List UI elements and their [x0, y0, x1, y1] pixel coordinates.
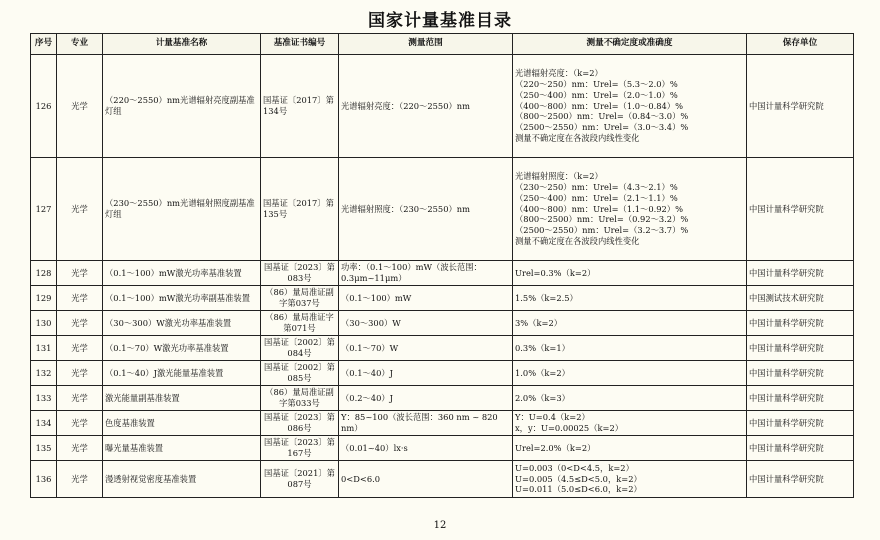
cell-no: 133 — [31, 386, 57, 411]
cell-cert: 国基证〔2023〕第086号 — [261, 411, 339, 436]
cell-no: 135 — [31, 436, 57, 461]
page-title: 国家计量基准目录 — [368, 11, 512, 31]
uncertainty-line: （800～2500）nm：Urel=（0.84～3.0）% — [515, 111, 689, 122]
table-row — [31, 436, 854, 461]
uncertainty-line: U=0.005（4.5≤D<5.0，k=2） — [515, 473, 642, 484]
uncertainty-line: U=0.011（5.0≤D<6.0，k=2） — [515, 484, 642, 495]
uncertainty-line: Y：U=0.4（k=2） — [515, 412, 590, 423]
uncertainty-line: 光谱辐射亮度：（k=2） — [515, 68, 603, 79]
uncertainty-line: 0.3%（k=1） — [515, 342, 570, 353]
cell-uncertainty — [513, 436, 747, 461]
cell-name: （30～300）W激光功率基准装置 — [103, 311, 261, 336]
cell-cert: （86）量局准证副字第033号 — [261, 386, 339, 411]
cell-name: （230～2550）nm光谱辐射照度副基准灯组 — [103, 158, 261, 261]
cell-range: 光谱辐射照度：（230～2550）nm — [339, 158, 513, 261]
cell-uncertainty — [513, 386, 747, 411]
cell-no: 136 — [31, 461, 57, 498]
cell-field: 光学 — [57, 55, 103, 158]
uncertainty-line: 1.5%（k=2.5） — [515, 292, 578, 303]
cell-uncertainty — [513, 311, 747, 336]
cell-range: （0.1～100）mW — [339, 286, 513, 311]
uncertainty-line: U=0.003（0<D<4.5，k=2） — [515, 462, 634, 473]
header-name: 计量基准名称 — [103, 34, 261, 55]
cell-name: 色度基准装置 — [103, 411, 261, 436]
cell-org: 中国测试技术研究院 — [747, 286, 854, 311]
cell-range: （0.2～40）J — [339, 386, 513, 411]
cell-org: 中国计量科学研究院 — [747, 311, 854, 336]
cell-cert: 国基证〔2017〕第135号 — [261, 158, 339, 261]
header-field: 专业 — [57, 34, 103, 55]
cell-cert: （86）量局准证字第071号 — [261, 311, 339, 336]
uncertainty-line: 3%（k=2） — [515, 317, 563, 328]
cell-field: 光学 — [57, 158, 103, 261]
cell-no: 131 — [31, 336, 57, 361]
uncertainty-line: （250～400）nm：Urel=（2.0～1.0）% — [515, 89, 678, 100]
table-row — [31, 361, 854, 386]
cell-range: 光谱辐射亮度：（220～2550）nm — [339, 55, 513, 158]
table-row — [31, 286, 854, 311]
uncertainty-line: （250～400）nm：Urel=（2.1～1.1）% — [515, 192, 678, 203]
uncertainty-line: 光谱辐射照度：（k=2） — [515, 171, 603, 182]
header-org: 保存单位 — [747, 34, 854, 55]
uncertainty-line: （400～800）nm：Urel=（1.0～0.84）% — [515, 100, 683, 111]
table-row — [31, 336, 854, 361]
cell-cert: 国基证〔2023〕第083号 — [261, 261, 339, 286]
table-row — [31, 461, 854, 498]
cell-org: 中国计量科学研究院 — [747, 336, 854, 361]
cell-name: （0.1～70）W激光功率基准装置 — [103, 336, 261, 361]
uncertainty-line: （230～250）nm：Urel=（4.3～2.1）% — [515, 182, 678, 193]
cell-org: 中国计量科学研究院 — [747, 461, 854, 498]
cell-name: （220～2550）nm光谱辐射亮度副基准灯组 — [103, 55, 261, 158]
uncertainty-line: （2500～2550）nm：Urel=（3.2～3.7）% — [515, 225, 689, 236]
table-row — [31, 261, 854, 286]
cell-org: 中国计量科学研究院 — [747, 158, 854, 261]
cell-range: （0.1～40）J — [339, 361, 513, 386]
cell-field: 光学 — [57, 361, 103, 386]
uncertainty-line: 测量不确定度在各波段内线性变化 — [515, 132, 640, 143]
cell-no: 132 — [31, 361, 57, 386]
cell-uncertainty — [513, 286, 747, 311]
uncertainty-line: x，y：U=0.00025（k=2） — [515, 423, 624, 433]
table-row — [31, 55, 854, 158]
header-range: 测量范围 — [339, 34, 513, 55]
uncertainty-line: （400～800）nm：Urel=（1.1～0.92）% — [515, 203, 683, 214]
cell-cert: 国基证〔2002〕第085号 — [261, 361, 339, 386]
page-number: 12 — [433, 520, 447, 531]
standards-table — [30, 33, 854, 498]
uncertainty-line: 2.0%（k=3） — [515, 392, 570, 403]
cell-range: （0.01~40）lx·s — [339, 436, 513, 461]
cell-name: 曝光量基准装置 — [103, 436, 261, 461]
cell-uncertainty — [513, 461, 747, 498]
cell-org: 中国计量科学研究院 — [747, 361, 854, 386]
table-row — [31, 386, 854, 411]
uncertainty-line: 测量不确定度在各波段内线性变化 — [515, 235, 640, 246]
cell-field: 光学 — [57, 311, 103, 336]
cell-name: 激光能量副基准装置 — [103, 386, 261, 411]
cell-org: 中国计量科学研究院 — [747, 261, 854, 286]
cell-uncertainty — [513, 55, 747, 158]
cell-org: 中国计量科学研究院 — [747, 411, 854, 436]
cell-name: （0.1～100）mW激光功率基准装置 — [103, 261, 261, 286]
cell-no: 127 — [31, 158, 57, 261]
cell-field: 光学 — [57, 336, 103, 361]
cell-field: 光学 — [57, 461, 103, 498]
cell-uncertainty — [513, 361, 747, 386]
cell-cert: 国基证〔2021〕第087号 — [261, 461, 339, 498]
uncertainty-line: Urel=0.3%（k=2） — [515, 267, 596, 278]
cell-range: 0<D<6.0 — [339, 461, 513, 498]
cell-cert: 国基证〔2023〕第167号 — [261, 436, 339, 461]
cell-field: 光学 — [57, 436, 103, 461]
cell-range: Y：85~100（波长范围：360 nm ~ 820 nm） — [339, 411, 513, 436]
cell-no: 130 — [31, 311, 57, 336]
cell-org: 中国计量科学研究院 — [747, 386, 854, 411]
cell-name: 漫透射视觉密度基准装置 — [103, 461, 261, 498]
uncertainty-line: （220～250）nm：Urel=（5.3～2.0）% — [515, 79, 678, 90]
table-header-row — [31, 34, 854, 55]
cell-cert: 国基证〔2017〕第134号 — [261, 55, 339, 158]
cell-cert: 国基证〔2002〕第084号 — [261, 336, 339, 361]
uncertainty-line: （800～2500）nm：Urel=（0.92～3.2）% — [515, 214, 689, 225]
table-row — [31, 311, 854, 336]
header-cert: 基准证书编号 — [261, 34, 339, 55]
uncertainty-line: Urel=2.0%（k=2） — [515, 442, 596, 453]
table-row — [31, 158, 854, 261]
uncertainty-line: 1.0%（k=2） — [515, 367, 570, 378]
cell-no: 134 — [31, 411, 57, 436]
header-no: 序号 — [31, 34, 57, 55]
cell-range: （30～300）W — [339, 311, 513, 336]
uncertainty-line: （2500～2550）nm：Urel=（3.0～3.4）% — [515, 122, 689, 133]
cell-uncertainty — [513, 336, 747, 361]
cell-uncertainty — [513, 411, 747, 436]
header-uncertainty: 测量不确定度或准确度 — [513, 34, 747, 55]
cell-name: （0.1～40）J激光能量基准装置 — [103, 361, 261, 386]
cell-range: 功率：（0.1～100）mW（波长范围：0.3μm~11μm） — [339, 261, 513, 286]
cell-field: 光学 — [57, 411, 103, 436]
cell-no: 129 — [31, 286, 57, 311]
cell-cert: （86）量局准证副字第037号 — [261, 286, 339, 311]
cell-field: 光学 — [57, 286, 103, 311]
cell-name: （0.1～100）mW激光功率副基准装置 — [103, 286, 261, 311]
cell-uncertainty — [513, 158, 747, 261]
cell-no: 126 — [31, 55, 57, 158]
cell-org: 中国计量科学研究院 — [747, 436, 854, 461]
cell-no: 128 — [31, 261, 57, 286]
cell-uncertainty — [513, 261, 747, 286]
cell-range: （0.1～70）W — [339, 336, 513, 361]
table-row — [31, 411, 854, 436]
cell-field: 光学 — [57, 261, 103, 286]
cell-field: 光学 — [57, 386, 103, 411]
cell-org: 中国计量科学研究院 — [747, 55, 854, 158]
